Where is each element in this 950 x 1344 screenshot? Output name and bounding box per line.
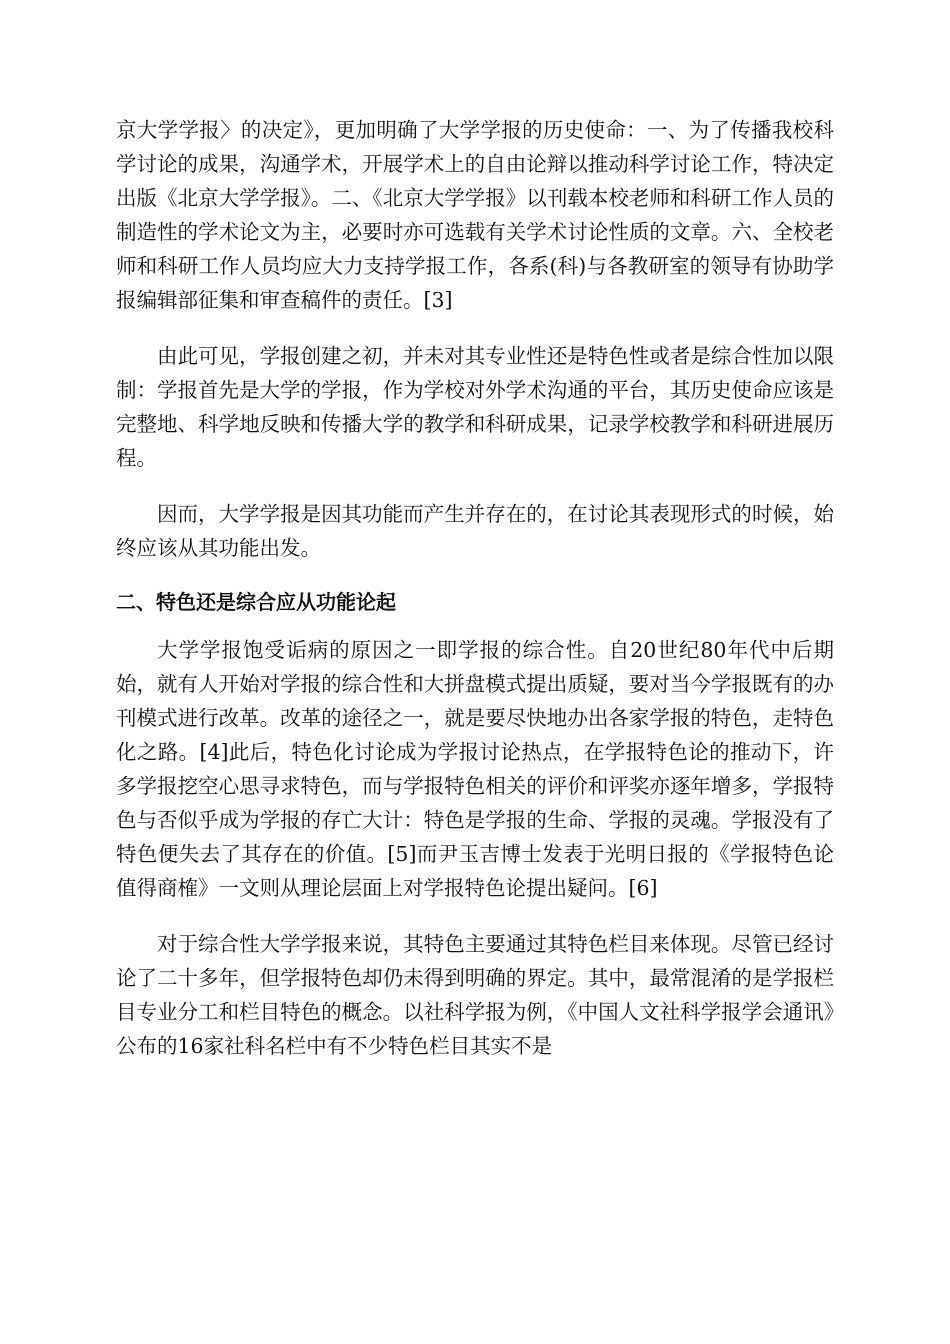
paragraph-continuation: 京大学学报〉的决定》，更加明确了大学学报的历史使命：一、为了传播我校科学讨论的成果，沟通学术，开展学术上的自由论辩以推动科学讨论工作，特决定出版《北京大学学报》。二、《北京大学学报》以刊载本校老师和科研工作人员的制造性的学术论文为主，必要时亦可选载有关学术讨论性质的文章。六、全校老师和科研工作人员均应大力支持学报工作，各系(科)与各教研室的领导有协助学报编辑部征集和审查稿件的责任。[3] bbox=[116, 118, 834, 312]
paragraph: 由此可见，学报创建之初，并未对其专业性还是特色性或者是综合性加以限制：学报首先是大学的学报，作为学校对外学术沟通的平台，其历史使命应该是完整地、科学地反映和传播大学的教学和科研成果，记录学校教学和科研进展历程。 bbox=[116, 344, 834, 470]
paragraph: 因而，大学学报是因其功能而产生并存在的，在讨论其表现形式的时候，始终应该从其功能出发。 bbox=[116, 502, 834, 560]
section-heading: 二、特色还是综合应从功能论起 bbox=[116, 590, 396, 614]
paragraph: 大学学报饱受诟病的原因之一即学报的综合性。自20世纪80年代中后期始，就有人开始对学报的综合性和大拼盘模式提出质疑，要对当今学报既有的办刊模式进行改革。改革的途径之一，就是要尽快地办出各家学报的特色，走特色化之路。[4]此后，特色化讨论成为学报讨论热点，在学报特色论的推动下，许多学报挖空心思寻求特色，而与学报特色相关的评价和评奖亦逐年增多，学报特色与否似乎成为学报的存亡大计：特色是学报的生命、学报的灵魂。学报没有了特色便失去了其存在的价值。[5]而尹玉吉博士发表于光明日报的《学报特色论值得商榷》一文则从理论层面上对学报特色论提出疑问。[6] bbox=[116, 638, 834, 900]
document-body bbox=[116, 113, 834, 1063]
paragraph: 对于综合性大学学报来说，其特色主要通过其特色栏目来体现。尽管已经讨论了二十多年，但学报特色却仍未得到明确的界定。其中，最常混淆的是学报栏目专业分工和栏目特色的概念。以社科学报为例，《中国人文社科学报学会通讯》公布的16家社科名栏中有不少特色栏目其实不是 bbox=[116, 932, 834, 1058]
